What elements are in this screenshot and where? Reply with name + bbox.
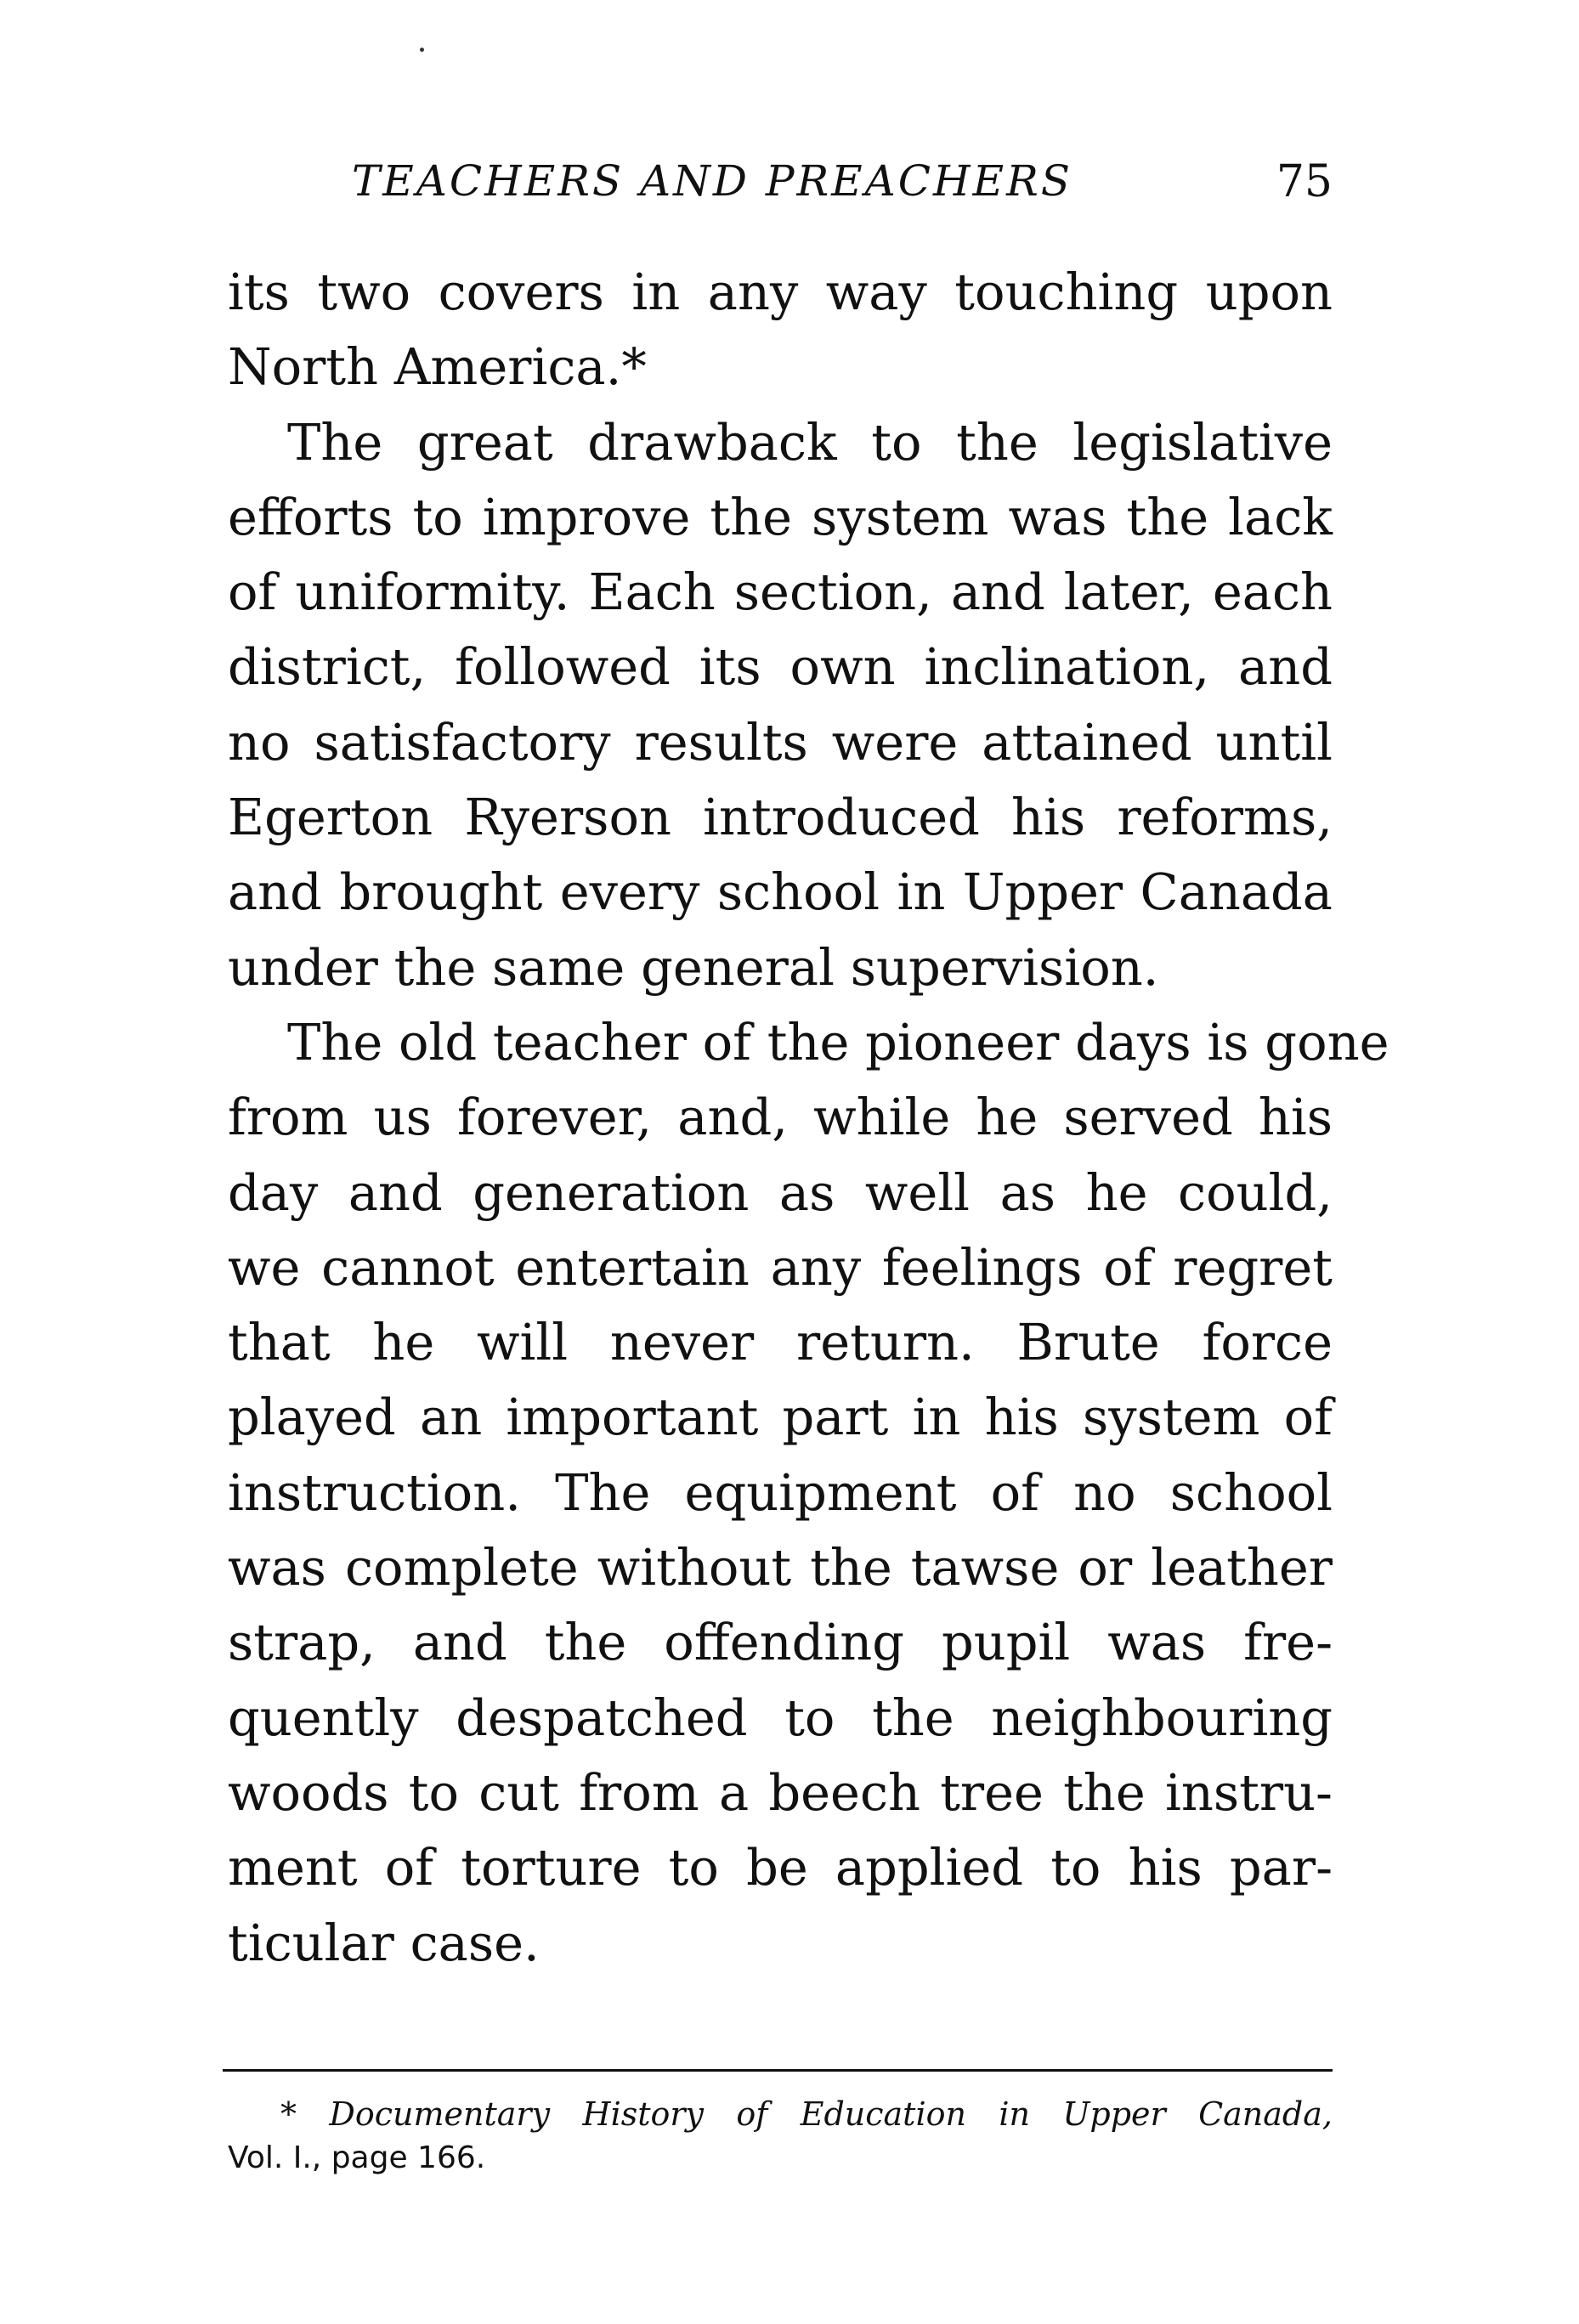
- print-speck: [420, 48, 424, 52]
- footnote-rule: [223, 2069, 1333, 2072]
- text-line: instruction. The equipment of no school: [228, 1462, 1333, 1522]
- text-line: Egerton Ryerson introduced his reforms,: [228, 788, 1333, 847]
- text-line: quently despatched to the neighbouring: [228, 1688, 1333, 1747]
- text-line: of uniformity. Each section, and later, each: [228, 563, 1333, 622]
- text-line: we cannot entertain any feelings of regret: [228, 1237, 1333, 1297]
- text-line: ticular case.: [228, 1913, 540, 1972]
- text-line: strap, and the offending pupil was fre-: [228, 1613, 1333, 1672]
- text-line: and brought every school in Upper Canada: [228, 862, 1333, 922]
- page-number: 75: [1276, 156, 1333, 207]
- text-line: The old teacher of the pioneer days is gone: [287, 1012, 1389, 1072]
- running-head: [228, 156, 1333, 216]
- footnote: [228, 2092, 1333, 2180]
- text-line: under the same general supervision.: [228, 937, 1159, 997]
- body-text: [228, 255, 1389, 1981]
- text-line: district, followed its own inclination, and: [228, 637, 1333, 697]
- text-line: woods to cut from a beech tree the instru-: [228, 1762, 1333, 1822]
- text-line: that he will never return. Brute force: [228, 1313, 1333, 1372]
- text-line: from us forever, and, while he served his: [228, 1088, 1333, 1147]
- text-line: was complete without the tawse or leather: [228, 1538, 1333, 1597]
- text-line: no satisfactory results were attained until: [228, 712, 1333, 772]
- footnote-line: * Documentary History of Education in Upper Canada,: [280, 2095, 1333, 2133]
- text-line: ment of torture to be applied to his par-: [228, 1838, 1333, 1897]
- text-line: efforts to improve the system was the lack: [228, 487, 1333, 546]
- text-line: day and generation as well as he could,: [228, 1162, 1333, 1222]
- text-line: The great drawback to the legislative: [287, 412, 1333, 472]
- text-line: its two covers in any way touching upon: [228, 263, 1333, 321]
- running-head-title: TEACHERS AND PREACHERS: [351, 156, 1073, 206]
- text-line: North America.*: [228, 337, 647, 397]
- text-line: played an important part in his system of: [228, 1388, 1333, 1447]
- footnote-line: Vol. I., page 166.: [228, 2140, 486, 2175]
